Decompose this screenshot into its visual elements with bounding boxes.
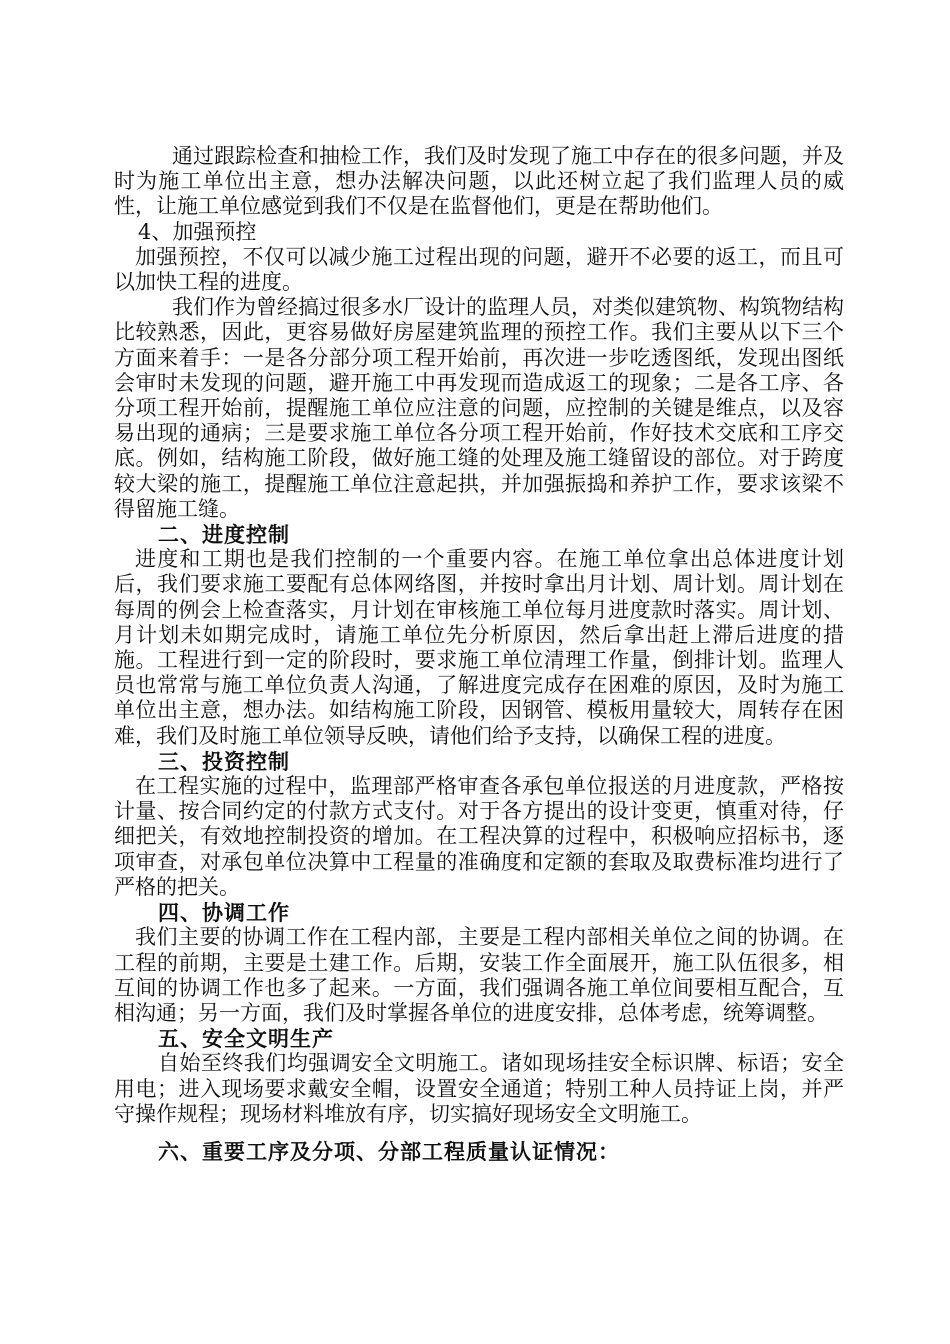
heading-quality-certification: 六、重要工序及分项、分部工程质量认证情况：: [158, 1138, 620, 1164]
heading-investment-control: 三、投资控制: [158, 748, 290, 774]
document-page: [114, 144, 844, 1164]
paragraph-safety: 自始至终我们均强调安全文明施工。诸如现场挂安全标识牌、标语；安全用电；进入现场要求戴安全帽，设置安全通道；特别工种人员持证上岗，并严守操作规程；现场材料堆放有序，切实搞好现场安全文明施工。: [114, 1051, 844, 1126]
subheading-preview-control: 4、加强预控: [138, 219, 257, 244]
heading-schedule-control: 二、进度控制: [158, 522, 290, 548]
section-spacer: [114, 1127, 844, 1139]
paragraph-coordination: 我们主要的协调工作在工程内部，主要是工程内部相关单位之间的协调。在工程的前期，主要是土建工作。后期，安装工作全面展开，施工队伍很多，相互间的协调工作也多了起来。一方面，我们强调各施工单位间要相互配合，互相沟通；另一方面，我们及时掌握各单位的进度安排，总体考虑，统筹调整。: [114, 925, 844, 1025]
paragraph-preview-intro: 加强预控，不仅可以减少施工过程出现的问题，避开不必要的返工，而且可以加快工程的进度。: [114, 244, 844, 295]
paragraph-investment-control: 在工程实施的过程中，监理部严格审查各承包单位报送的月进度款，严格按计量、按合同约定的付款方式支付。对于各方提出的设计变更，慎重对待，仔细把关，有效地控制投资的增加。在工程决算的过程中，积极响应招标书，逐项审查，对承包单位决算中工程量的准确度和定额的套取及取费标准均进行了严格的把关。: [114, 774, 844, 899]
paragraph-schedule-control: 进度和工期也是我们控制的一个重要内容。在施工单位拿出总体进度计划后，我们要求施工要配有总体网络图，并按时拿出月计划、周计划。周计划在每周的例会上检查落实，月计划在审核施工单位每月进度款时落实。周计划、月计划未如期完成时，请施工单位先分析原因，然后拿出赶上滞后进度的措施。工程进行到一定的阶段时，要求施工单位清理工作量，倒排计划。监理人员也常常与施工单位负责人沟通，了解进度完成存在困难的原因，及时为施工单位出主意，想办法。如结构施工阶段，因钢管、模板用量较大，周转存在困难，我们及时施工单位领导反映，请他们给予支持，以确保工程的进度。: [114, 547, 844, 748]
heading-safety: 五、安全文明生产: [158, 1026, 334, 1052]
paragraph-preview-details: 我们作为曾经搞过很多水厂设计的监理人员，对类似建筑物、构筑物结构比较熟悉，因此，更容易做好房屋建筑监理的预控工作。我们主要从以下三个方面来着手：一是各分部分项工程开始前，再次进一步吃透图纸，发现出图纸会审时未发现的问题，避开施工中再发现而造成返工的现象；二是各工序、各分项工程开始前，提醒施工单位应注意的问题，应控制的关键是维点，以及容易出现的通病；三是要求施工单位各分项工程开始前，作好技术交底和工序交底。例如，结构施工阶段，做好施工缝的处理及施工缝留设的部位。对于跨度较大梁的施工，提醒施工单位注意起拱，并加强振捣和养护工作，要求该梁不得留施工缝。: [114, 295, 844, 521]
heading-coordination: 四、协调工作: [158, 900, 290, 926]
paragraph-tracking-inspection: 通过跟踪检查和抽检工作，我们及时发现了施工中存在的很多问题，并及时为施工单位出主意，想办法解决问题，以此还树立起了我们监理人员的威性，让施工单位感觉到我们不仅是在监督他们，更是在帮助他们。: [114, 144, 844, 219]
